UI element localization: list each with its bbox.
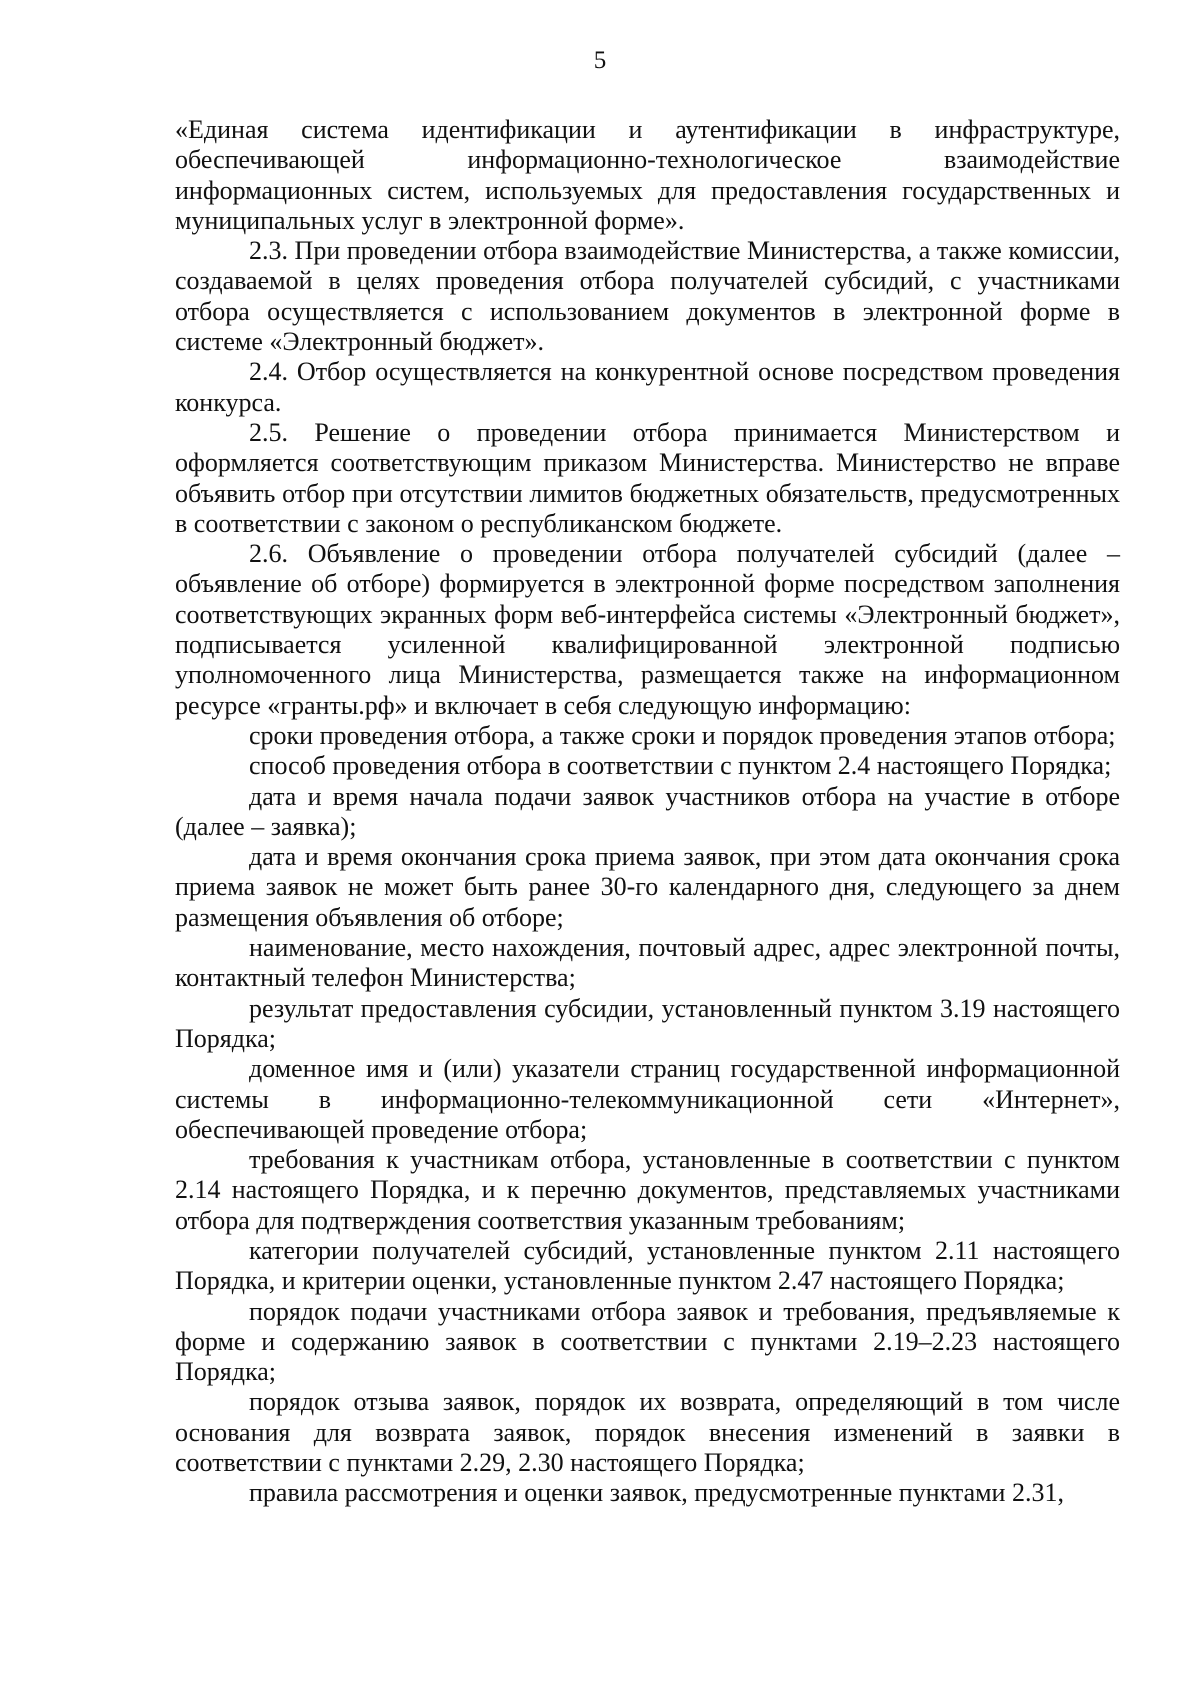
list-item-review-rules: правила рассмотрения и оценки заявок, предусмотренные пунктами 2.31, bbox=[249, 1478, 1064, 1508]
list-item-withdrawal: порядок отзыва заявок, порядок их возврата, определяющий в том числе основания для возврата заявок, порядок внесения изменений в заявки в соответствии с пунктами 2.29, 2.30 настоящего Порядка; bbox=[175, 1387, 1120, 1478]
list-item-submission: порядок подачи участниками отбора заявок и требования, предъявляемые к форме и содержанию заявок в соответствии с пунктами 2.19–2.23 настоящего Порядка; bbox=[175, 1296, 1120, 1387]
list-item-method: способ проведения отбора в соответствии с пунктом 2.4 настоящего Порядка; bbox=[249, 751, 1112, 781]
list-item-start-date: дата и время начала подачи заявок участников отбора на участие в отборе (далее – заявка); bbox=[175, 781, 1120, 841]
paragraph-2-3: 2.3. При проведении отбора взаимодействие Министерства, а также комиссии, создаваемой в целях проведения отбора получателей субсидий, с участниками отбора осуществляется с использованием документов в электронной форме в системе «Электронный бюджет». bbox=[175, 236, 1120, 357]
list-item-categories: категории получателей субсидий, установленные пунктом 2.11 настоящего Порядка, и критерии оценки, установленные пунктом 2.47 настоящего Порядка; bbox=[175, 1235, 1120, 1296]
list-item-end-date: дата и время окончания срока приема заявок, при этом дата окончания срока приема заявок не может быть ранее 30-го календарного дня, следующего за днем размещения объявления об отборе; bbox=[175, 842, 1120, 932]
paragraph-2-4: 2.4. Отбор осуществляется на конкурентной основе посредством проведения конкурса. bbox=[175, 357, 1120, 417]
list-item-deadlines: сроки проведения отбора, а также сроки и порядок проведения этапов отбора; bbox=[249, 720, 1116, 750]
document-body bbox=[175, 115, 1120, 1509]
list-item-requirements: требования к участникам отбора, установленные в соответствии с пунктом 2.14 настоящего Порядка, и к перечню документов, представляемых участниками отбора для подтверждения соответствия указанным требованиям; bbox=[175, 1145, 1120, 1235]
paragraph-2-5: 2.5. Решение о проведении отбора принимается Министерством и оформляется соответствующим приказом Министерства. Министерство не вправе объявить отбор при отсутствии лимитов бюджетных обязательств, предусмотренных в соответствии с законом о республиканском бюджете. bbox=[175, 417, 1120, 538]
paragraph-1: «Единая система идентификации и аутентификации в инфраструктуре, обеспечивающей информационно-технологическое взаимодействие информационных систем, используемых для предоставления государственных и муниципальных услуг в электронной форме». bbox=[175, 115, 1120, 235]
paragraph-2-6: 2.6. Объявление о проведении отбора получателей субсидий (далее – объявление об отборе) формируется в электронной форме посредством заполнения соответствующих экранных форм веб-интерфейса системы «Электронный бюджет», подписывается усиленной квалифицированной электронной подписью уполномоченного лица Министерства, размещается также на информационном ресурсе «гранты.рф» и включает в себя следующую информацию: bbox=[175, 539, 1120, 720]
list-item-contacts: наименование, место нахождения, почтовый адрес, адрес электронной почты, контактный телефон Министерства; bbox=[175, 933, 1120, 993]
page-number: 5 bbox=[593, 47, 607, 74]
list-item-result: результат предоставления субсидии, установленный пунктом 3.19 настоящего Порядка; bbox=[175, 993, 1120, 1053]
list-item-domain: доменное имя и (или) указатели страниц государственной информационной системы в информационно-телекоммуникационной сети «Интернет», обеспечивающей проведение отбора; bbox=[175, 1054, 1120, 1144]
